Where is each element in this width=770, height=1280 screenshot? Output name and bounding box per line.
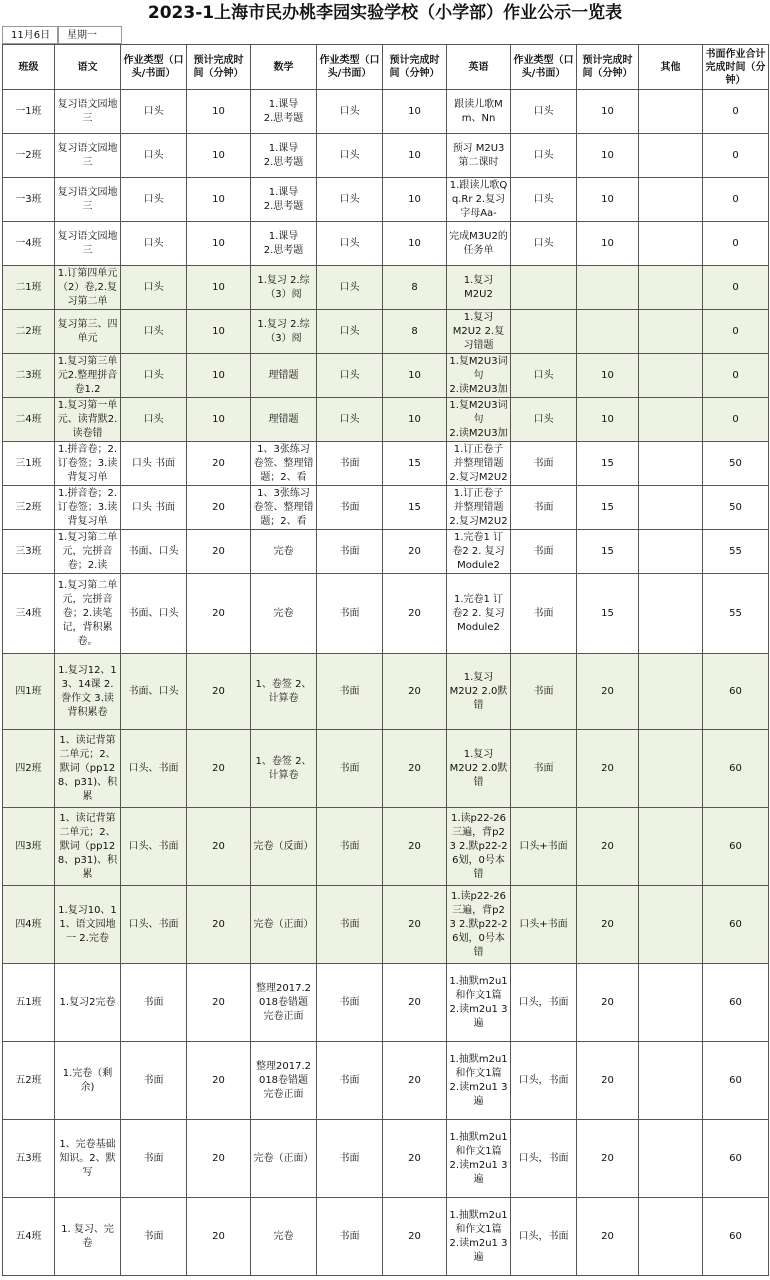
cell-class: 四3班 [3,808,55,886]
cell-class: 五3班 [3,1120,55,1198]
cell-math-time: 20 [383,886,447,964]
cell-class: 三3班 [3,530,55,574]
table-row [3,654,769,730]
cell-math: 理错题 [251,398,317,442]
cell-class: 一4班 [3,222,55,266]
cell-math-time: 20 [383,574,447,654]
cell-math-time: 20 [383,730,447,808]
cell-chinese-time: 20 [187,442,251,486]
cell-other [639,310,703,354]
cell-english: 1.复习 M2U2 2.复习错题 [447,310,511,354]
cell-math-time: 20 [383,530,447,574]
cell-class: 三1班 [3,442,55,486]
cell-english-time: 10 [577,354,639,398]
table-row [3,1198,769,1276]
cell-chinese-type: 口头 书面 [121,442,187,486]
cell-english-time [577,266,639,310]
cell-other [639,730,703,808]
cell-english-time: 10 [577,398,639,442]
cell-chinese-type: 书面 [121,1120,187,1198]
cell-math-type: 书面 [317,1120,383,1198]
cell-english-time: 20 [577,1198,639,1276]
cell-total-time: 60 [703,1198,769,1276]
cell-english: 1.复M2U3词句 2.读M2U3加 [447,354,511,398]
cell-class: 二2班 [3,310,55,354]
cell-math: 完卷（反面） [251,808,317,886]
cell-class: 一1班 [3,90,55,134]
cell-math-time: 8 [383,310,447,354]
cell-english-type: 书面 [511,486,577,530]
cell-math-type: 书面 [317,808,383,886]
table-row [3,442,769,486]
cell-math-time: 10 [383,90,447,134]
cell-total-time: 55 [703,574,769,654]
cell-chinese: 1、读记背第二单元；2、默词（pp128、p31)、积累 [55,730,121,808]
table-row [3,310,769,354]
cell-total-time: 0 [703,354,769,398]
cell-english: 1.读p22-26三遍，背p23 2.默p22-26划，0号本错 [447,886,511,964]
cell-class: 四4班 [3,886,55,964]
cell-math-time: 15 [383,486,447,530]
cell-math: 1.课导 2.思考题 [251,178,317,222]
header-row [3,45,769,90]
table-row [3,486,769,530]
cell-chinese-type: 口头 [121,354,187,398]
cell-total-time: 60 [703,730,769,808]
cell-other [639,354,703,398]
cell-class: 四1班 [3,654,55,730]
cell-other [639,964,703,1042]
cell-english: 跟读儿歌Mm、Nn [447,90,511,134]
cell-total-time: 50 [703,486,769,530]
cell-total-time: 0 [703,310,769,354]
cell-chinese-type: 口头 [121,266,187,310]
cell-total-time: 0 [703,134,769,178]
cell-math-time: 15 [383,442,447,486]
cell-math-type: 书面 [317,486,383,530]
cell-chinese-type: 书面 [121,964,187,1042]
cell-english-time: 20 [577,808,639,886]
cell-english-time: 20 [577,1120,639,1198]
cell-english-time: 20 [577,964,639,1042]
cell-english-type: 口头，书面 [511,1198,577,1276]
cell-english-type: 口头 [511,354,577,398]
cell-chinese-type: 口头 [121,90,187,134]
cell-english-time: 20 [577,886,639,964]
cell-english: 1.复M2U3词句 2.读M2U3加 [447,398,511,442]
header-math: 数学 [251,45,317,90]
cell-chinese-type: 书面、口头 [121,574,187,654]
cell-total-time: 0 [703,398,769,442]
header-english-time: 预计完成时间（分钟） [577,45,639,90]
cell-chinese: 1. 复习、完卷 [55,1198,121,1276]
table-row [3,266,769,310]
cell-math-type: 书面 [317,442,383,486]
cell-chinese: 复习第三、四单元 [55,310,121,354]
cell-chinese-time: 20 [187,486,251,530]
cell-english: 1.订正卷子并整理错题2.复习M2U2 [447,442,511,486]
cell-english-type: 口头 [511,222,577,266]
cell-english-time: 10 [577,178,639,222]
cell-chinese: 1.订第四单元（2）卷,2.复习第二单 [55,266,121,310]
cell-english-type [511,310,577,354]
cell-english-time: 20 [577,1042,639,1120]
cell-chinese-time: 10 [187,90,251,134]
table-row [3,730,769,808]
cell-math: 1.课导 2.思考题 [251,134,317,178]
date-label: 11月6日 [2,26,58,44]
cell-total-time: 60 [703,654,769,730]
cell-other [639,1198,703,1276]
cell-chinese: 复习语文园地三 [55,222,121,266]
cell-other [639,442,703,486]
cell-math: 1、3张练习卷签、整理错题；2、看 [251,486,317,530]
cell-other [639,1120,703,1198]
cell-chinese-time: 10 [187,134,251,178]
cell-class: 五4班 [3,1198,55,1276]
header-math-time: 预计完成时间（分钟） [383,45,447,90]
cell-math-type: 书面 [317,654,383,730]
cell-chinese-time: 20 [187,1042,251,1120]
cell-chinese-time: 20 [187,1120,251,1198]
cell-math-time: 20 [383,964,447,1042]
cell-other [639,90,703,134]
cell-math: 1.复习 2.综（3）阅 [251,266,317,310]
table-row [3,222,769,266]
homework-table [2,44,769,1276]
cell-english-time: 20 [577,730,639,808]
cell-math-type: 口头 [317,266,383,310]
cell-math: 1.课导 2.思考题 [251,222,317,266]
cell-english: 1.抽默m2u1和作文1篇 2.读m2u1 3遍 [447,964,511,1042]
table-row [3,398,769,442]
cell-chinese-type: 口头、书面 [121,886,187,964]
cell-chinese-type: 口头、书面 [121,730,187,808]
cell-math: 完卷 [251,1198,317,1276]
cell-english: 1.复习 M2U2 2.0默错 [447,654,511,730]
cell-total-time: 50 [703,442,769,486]
cell-chinese: 1、读记背第二单元；2、默词（pp128、p31)、积累 [55,808,121,886]
table-row [3,1042,769,1120]
cell-math: 1、卷签 2、计算卷 [251,730,317,808]
cell-math: 理错题 [251,354,317,398]
cell-english-type: 书面 [511,442,577,486]
header-chinese: 语文 [55,45,121,90]
cell-chinese-time: 20 [187,530,251,574]
cell-math: 完卷 [251,530,317,574]
cell-english-type: 口头，书面 [511,1120,577,1198]
table-row [3,886,769,964]
cell-english: 1.复习 M2U2 2.0默错 [447,730,511,808]
cell-class: 三2班 [3,486,55,530]
cell-math-time: 20 [383,1042,447,1120]
cell-english-type: 口头，书面 [511,964,577,1042]
cell-chinese: 1.拼音卷；2.订卷签；3.读背复习单 [55,486,121,530]
cell-math: 完卷 [251,574,317,654]
cell-math-type: 书面 [317,530,383,574]
header-total-time: 书面作业合计完成时间（分钟） [703,45,769,90]
cell-total-time: 60 [703,964,769,1042]
cell-english-type [511,266,577,310]
weekday-label: 星期一 [58,26,122,44]
cell-chinese-type: 口头 [121,310,187,354]
cell-english: 1.读p22-26三遍，背p23 2.默p22-26划，0号本错 [447,808,511,886]
cell-class: 一3班 [3,178,55,222]
cell-math-type: 书面 [317,964,383,1042]
cell-chinese-time: 10 [187,310,251,354]
cell-english-type: 书面 [511,574,577,654]
cell-math-time: 10 [383,222,447,266]
cell-math-type: 书面 [317,1042,383,1120]
cell-english: 1.抽默m2u1和作文1篇 2.读m2u1 3遍 [447,1120,511,1198]
cell-class: 三4班 [3,574,55,654]
cell-chinese-type: 书面 [121,1042,187,1120]
cell-math-type: 口头 [317,90,383,134]
cell-chinese: 1、完卷基础知识。2、默写 [55,1120,121,1198]
cell-english-type: 书面 [511,730,577,808]
cell-math-time: 20 [383,1198,447,1276]
cell-english-time: 20 [577,654,639,730]
cell-math: 整理2017.2018卷错题 完卷正面 [251,1042,317,1120]
page-title: 2023-1上海市民办桃李园实验学校（小学部）作业公示一览表 [147,3,623,23]
cell-math-time: 20 [383,808,447,886]
cell-chinese-type: 书面、口头 [121,654,187,730]
cell-class: 二4班 [3,398,55,442]
table-row [3,964,769,1042]
cell-chinese-type: 书面、口头 [121,530,187,574]
cell-other [639,134,703,178]
cell-other [639,266,703,310]
cell-chinese: 复习语文园地三 [55,134,121,178]
cell-math: 整理2017.2018卷错题 完卷正面 [251,964,317,1042]
cell-total-time: 60 [703,886,769,964]
cell-other [639,530,703,574]
cell-class: 五2班 [3,1042,55,1120]
cell-other [639,574,703,654]
cell-english-time: 15 [577,442,639,486]
cell-class: 二3班 [3,354,55,398]
cell-english: 完成M3U2的任务单 [447,222,511,266]
cell-english-time: 10 [577,90,639,134]
cell-english-type: 口头 [511,134,577,178]
cell-chinese-time: 20 [187,808,251,886]
header-chinese-type: 作业类型（口头/书面） [121,45,187,90]
table-row [3,178,769,222]
cell-class: 一2班 [3,134,55,178]
cell-english-time: 15 [577,574,639,654]
cell-english-type: 口头 [511,90,577,134]
cell-english: 1.复习 M2U2 [447,266,511,310]
header-other: 其他 [639,45,703,90]
cell-total-time: 60 [703,1042,769,1120]
header-english: 英语 [447,45,511,90]
cell-total-time: 60 [703,1120,769,1198]
cell-chinese-type: 口头 [121,222,187,266]
cell-other [639,1042,703,1120]
cell-chinese-time: 10 [187,398,251,442]
cell-chinese: 1.复习2完卷 [55,964,121,1042]
cell-english-type: 口头 [511,398,577,442]
table-row [3,574,769,654]
cell-class: 五1班 [3,964,55,1042]
header-chinese-time: 预计完成时间（分钟） [187,45,251,90]
cell-chinese: 1.复习第二单元，完拼音卷；2.读笔记，背积累卷。 [55,574,121,654]
table-row [3,354,769,398]
cell-english-type: 书面 [511,654,577,730]
cell-chinese-type: 口头 [121,134,187,178]
table-row [3,1120,769,1198]
cell-english-type: 口头+书面 [511,886,577,964]
cell-chinese-time: 10 [187,178,251,222]
cell-english-time [577,310,639,354]
cell-math-type: 口头 [317,178,383,222]
cell-english-time: 15 [577,486,639,530]
header-class: 班级 [3,45,55,90]
table-row [3,530,769,574]
cell-math-time: 10 [383,354,447,398]
cell-chinese-type: 口头 [121,398,187,442]
cell-chinese: 1.完卷（剩余) [55,1042,121,1120]
cell-chinese: 1.复习第三单元2.整理拼音卷1.2 [55,354,121,398]
header-math-type: 作业类型（口头/书面） [317,45,383,90]
cell-chinese-time: 20 [187,730,251,808]
cell-english: 1.抽默m2u1和作文1篇 2.读m2u1 3遍 [447,1042,511,1120]
cell-other [639,886,703,964]
table-row [3,90,769,134]
cell-other [639,486,703,530]
cell-english-type: 口头+书面 [511,808,577,886]
cell-total-time: 60 [703,808,769,886]
cell-chinese: 1.复习第二单元，完拼音卷；2.读 [55,530,121,574]
cell-math-type: 书面 [317,730,383,808]
cell-math-type: 口头 [317,222,383,266]
cell-total-time: 0 [703,222,769,266]
cell-english: 1.订正卷子并整理错题2.复习M2U2 [447,486,511,530]
cell-chinese: 1.拼音卷；2.订卷签；3.读背复习单 [55,442,121,486]
cell-math: 1、卷签 2、计算卷 [251,654,317,730]
cell-total-time: 0 [703,266,769,310]
cell-chinese: 1.复习12、13、14课 2.誊作文 3.读背积累卷 [55,654,121,730]
cell-chinese: 复习语文园地三 [55,178,121,222]
cell-english: 1.完卷1 订卷2 2. 复习Module2 [447,530,511,574]
cell-chinese-time: 10 [187,354,251,398]
cell-math-time: 10 [383,178,447,222]
cell-english: 预习 M2U3第二课时 [447,134,511,178]
cell-english-time: 15 [577,530,639,574]
cell-math-type: 口头 [317,354,383,398]
cell-english: 1.完卷1 订卷2 2. 复习Module2 [447,574,511,654]
cell-math-time: 20 [383,1120,447,1198]
cell-other [639,654,703,730]
cell-other [639,178,703,222]
cell-chinese-time: 20 [187,574,251,654]
cell-chinese: 复习语文园地三 [55,90,121,134]
cell-english: 1.抽默m2u1和作文1篇 2.读m2u1 3遍 [447,1198,511,1276]
table-row [3,808,769,886]
cell-math-time: 20 [383,654,447,730]
cell-math-type: 书面 [317,574,383,654]
cell-other [639,222,703,266]
cell-math-type: 口头 [317,310,383,354]
cell-math: 1.复习 2.综（3）阅 [251,310,317,354]
cell-math-type: 书面 [317,1198,383,1276]
cell-chinese-type: 书面 [121,1198,187,1276]
table-row [3,134,769,178]
cell-chinese-time: 20 [187,1198,251,1276]
cell-math: 完卷（正面） [251,1120,317,1198]
cell-total-time: 0 [703,178,769,222]
cell-class: 四2班 [3,730,55,808]
cell-total-time: 55 [703,530,769,574]
cell-chinese-time: 20 [187,654,251,730]
cell-other [639,808,703,886]
cell-english-time: 10 [577,134,639,178]
cell-math-time: 8 [383,266,447,310]
cell-chinese-time: 10 [187,222,251,266]
cell-class: 二1班 [3,266,55,310]
cell-english: 1.跟读儿歌Qq.Rr 2.复习字母Aa- [447,178,511,222]
cell-chinese-type: 口头 书面 [121,486,187,530]
cell-math-type: 书面 [317,886,383,964]
cell-math: 完卷（正面） [251,886,317,964]
cell-total-time: 0 [703,90,769,134]
cell-english-time: 10 [577,222,639,266]
cell-math: 1、3张练习卷签、整理错题；2、看 [251,442,317,486]
cell-math-type: 口头 [317,134,383,178]
cell-chinese: 1.复习第一单元、读背默2.读卷错 [55,398,121,442]
cell-math-time: 10 [383,398,447,442]
cell-chinese-type: 口头 [121,178,187,222]
cell-math-time: 10 [383,134,447,178]
cell-chinese-time: 20 [187,964,251,1042]
header-english-type: 作业类型（口头/书面） [511,45,577,90]
cell-other [639,398,703,442]
cell-english-type: 书面 [511,530,577,574]
cell-english-type: 口头，书面 [511,1042,577,1120]
cell-chinese-time: 10 [187,266,251,310]
cell-chinese-type: 口头、书面 [121,808,187,886]
cell-chinese: 1.复习10、11、语文园地一 2.完卷 [55,886,121,964]
cell-chinese-time: 20 [187,886,251,964]
cell-math-type: 口头 [317,398,383,442]
cell-math: 1.课导 2.思考题 [251,90,317,134]
cell-english-type: 口头 [511,178,577,222]
